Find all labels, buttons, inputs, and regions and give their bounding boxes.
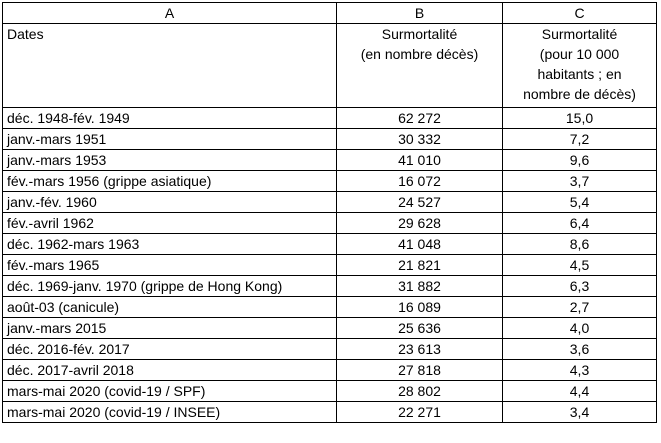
cell-deces[interactable]: 27 818	[337, 360, 503, 381]
cell-deces[interactable]: 16 089	[337, 297, 503, 318]
cell-date[interactable]: août-03 (canicule)	[3, 297, 337, 318]
cell-date[interactable]: déc. 1948-fév. 1949	[3, 108, 337, 129]
cell-taux[interactable]: 3,4	[503, 402, 657, 423]
table-row	[3, 297, 657, 318]
cell-date[interactable]: déc. 1969-janv. 1970 (grippe de Hong Kong)	[3, 276, 337, 297]
cell-date[interactable]: déc. 1962-mars 1963	[3, 234, 337, 255]
header-surmortalite-taux[interactable]: Surmortalité (pour 10 000 habitants ; en nombre de décès)	[503, 24, 657, 108]
header-dates[interactable]: Dates	[3, 24, 337, 108]
cell-date[interactable]: fév.-mars 1956 (grippe asiatique)	[3, 171, 337, 192]
cell-deces[interactable]: 16 072	[337, 171, 503, 192]
cell-date[interactable]: janv.-mars 1951	[3, 129, 337, 150]
cell-taux[interactable]: 5,4	[503, 192, 657, 213]
cell-taux[interactable]: 6,3	[503, 276, 657, 297]
cell-deces[interactable]: 41 048	[337, 234, 503, 255]
header-surmortalite-nombre[interactable]: Surmortalité (en nombre décès)	[337, 24, 503, 108]
cell-deces[interactable]: 24 527	[337, 192, 503, 213]
cell-date[interactable]: déc. 2016-fév. 2017	[3, 339, 337, 360]
column-letter-row	[3, 3, 657, 24]
cell-date[interactable]: mars-mai 2020 (covid-19 / SPF)	[3, 381, 337, 402]
surmortalite-table	[2, 2, 657, 423]
cell-taux[interactable]: 6,4	[503, 213, 657, 234]
cell-deces[interactable]: 31 882	[337, 276, 503, 297]
table-row	[3, 318, 657, 339]
table-row	[3, 255, 657, 276]
cell-deces[interactable]: 23 613	[337, 339, 503, 360]
cell-date[interactable]: janv.-mars 2015	[3, 318, 337, 339]
cell-date[interactable]: déc. 2017-avril 2018	[3, 360, 337, 381]
cell-taux[interactable]: 2,7	[503, 297, 657, 318]
cell-deces[interactable]: 29 628	[337, 213, 503, 234]
column-letter-c[interactable]: C	[503, 3, 657, 24]
column-letter-a[interactable]: A	[3, 3, 337, 24]
cell-taux[interactable]: 3,7	[503, 171, 657, 192]
cell-date[interactable]: fév.-avril 1962	[3, 213, 337, 234]
cell-date[interactable]: fév.-mars 1965	[3, 255, 337, 276]
cell-date[interactable]: janv.-fév. 1960	[3, 192, 337, 213]
table-row	[3, 381, 657, 402]
cell-deces[interactable]: 62 272	[337, 108, 503, 129]
cell-deces[interactable]: 28 802	[337, 381, 503, 402]
cell-taux[interactable]: 4,0	[503, 318, 657, 339]
table-row	[3, 339, 657, 360]
cell-date[interactable]: janv.-mars 1953	[3, 150, 337, 171]
table-row	[3, 234, 657, 255]
column-letter-b[interactable]: B	[337, 3, 503, 24]
cell-date[interactable]: mars-mai 2020 (covid-19 / INSEE)	[3, 402, 337, 423]
table-row	[3, 192, 657, 213]
table-row	[3, 150, 657, 171]
table-row	[3, 276, 657, 297]
table-row	[3, 213, 657, 234]
table-row	[3, 171, 657, 192]
cell-deces[interactable]: 25 636	[337, 318, 503, 339]
spreadsheet-table-container	[2, 2, 657, 423]
cell-deces[interactable]: 21 821	[337, 255, 503, 276]
cell-taux[interactable]: 4,5	[503, 255, 657, 276]
cell-deces[interactable]: 22 271	[337, 402, 503, 423]
table-row	[3, 129, 657, 150]
cell-taux[interactable]: 4,3	[503, 360, 657, 381]
cell-taux[interactable]: 3,6	[503, 339, 657, 360]
table-row	[3, 360, 657, 381]
table-row	[3, 108, 657, 129]
cell-taux[interactable]: 8,6	[503, 234, 657, 255]
cell-taux[interactable]: 9,6	[503, 150, 657, 171]
cell-deces[interactable]: 41 010	[337, 150, 503, 171]
cell-deces[interactable]: 30 332	[337, 129, 503, 150]
cell-taux[interactable]: 15,0	[503, 108, 657, 129]
table-row	[3, 402, 657, 423]
header-row	[3, 24, 657, 108]
cell-taux[interactable]: 4,4	[503, 381, 657, 402]
cell-taux[interactable]: 7,2	[503, 129, 657, 150]
